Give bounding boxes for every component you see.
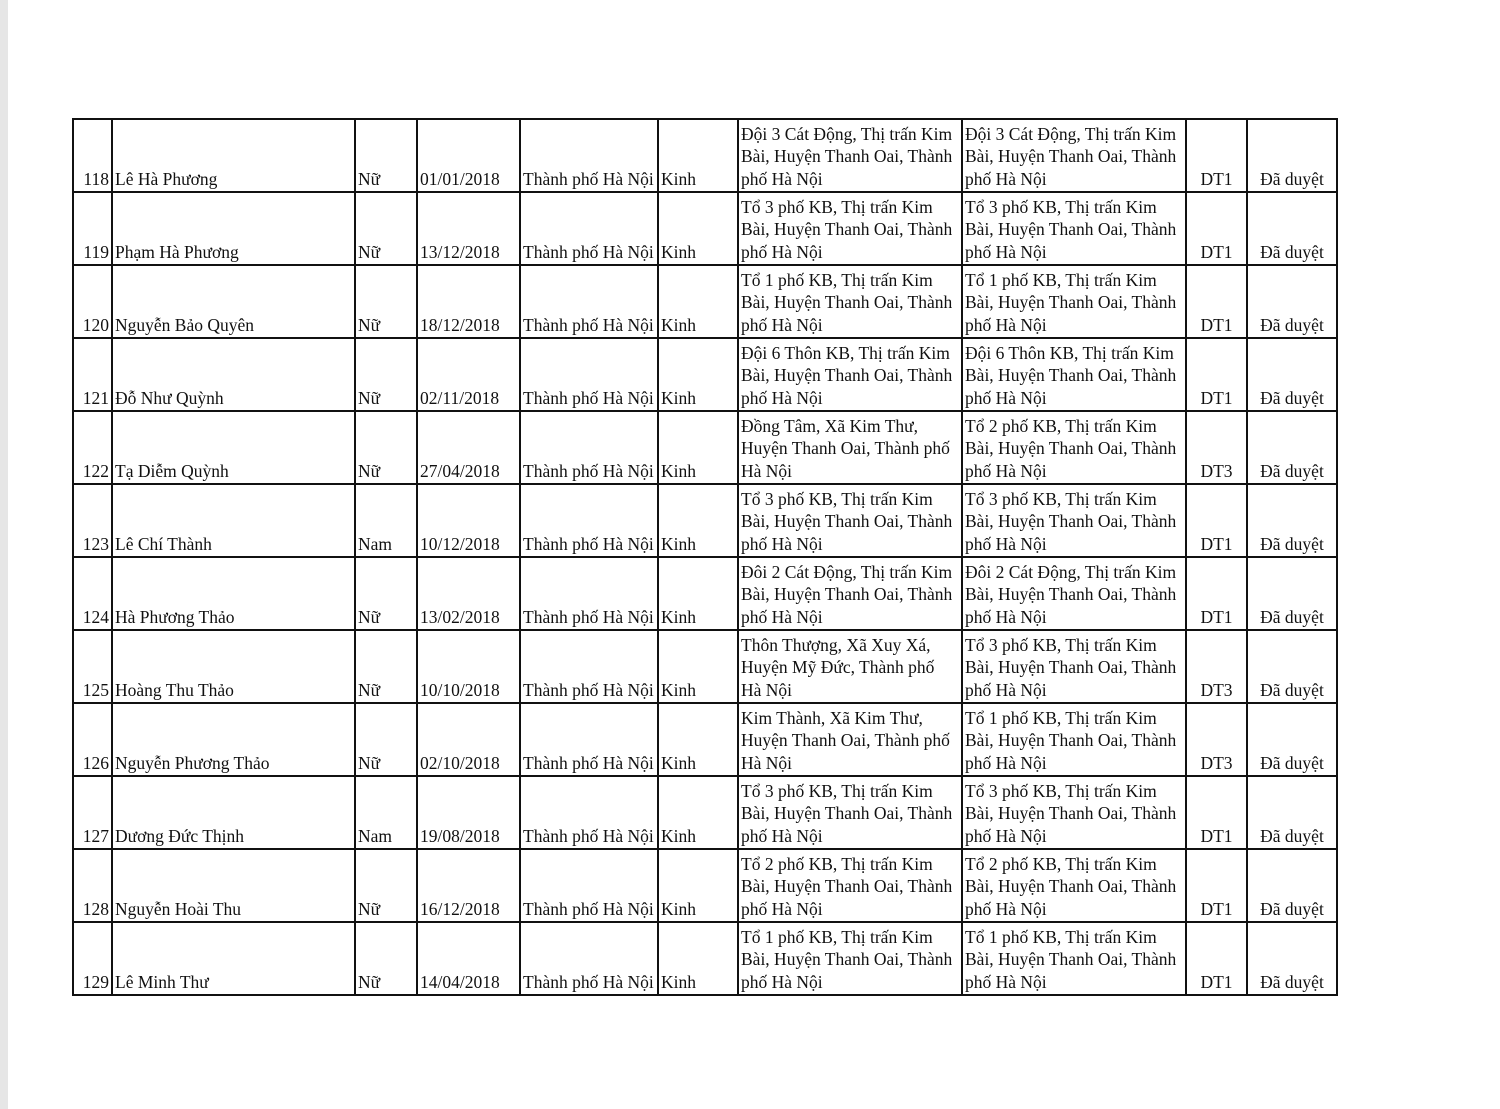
ethnicity-cell: Kinh: [658, 411, 738, 484]
birthplace-cell: Thành phố Hà Nội: [520, 630, 658, 703]
date-of-birth-cell: 01/01/2018: [417, 119, 520, 192]
birthplace-cell: Thành phố Hà Nội: [520, 557, 658, 630]
birthplace-cell: Thành phố Hà Nội: [520, 849, 658, 922]
birthplace-cell: Thành phố Hà Nội: [520, 338, 658, 411]
table-row: [73, 192, 1337, 265]
current-address-cell: Tổ 3 phố KB, Thị trấn Kim Bài, Huyện Thanh Oai, Thành phố Hà Nội: [962, 484, 1186, 557]
birthplace-cell: Thành phố Hà Nội: [520, 192, 658, 265]
gender-cell: Nữ: [355, 703, 417, 776]
ethnicity-cell: Kinh: [658, 119, 738, 192]
ethnicity-cell: Kinh: [658, 265, 738, 338]
gender-cell: Nữ: [355, 849, 417, 922]
row-number-cell: 123: [73, 484, 112, 557]
gender-cell: Nữ: [355, 119, 417, 192]
table-row: [73, 922, 1337, 995]
date-of-birth-cell: 14/04/2018: [417, 922, 520, 995]
object-code-cell: DT1: [1186, 265, 1247, 338]
approval-status-cell: Đã duyệt: [1247, 849, 1337, 922]
row-number-cell: 124: [73, 557, 112, 630]
permanent-address-cell: Tổ 3 phố KB, Thị trấn Kim Bài, Huyện Thanh Oai, Thành phố Hà Nội: [738, 484, 962, 557]
current-address-cell: Tổ 3 phố KB, Thị trấn Kim Bài, Huyện Thanh Oai, Thành phố Hà Nội: [962, 192, 1186, 265]
object-code-cell: DT1: [1186, 192, 1247, 265]
date-of-birth-cell: 13/12/2018: [417, 192, 520, 265]
object-code-cell: DT3: [1186, 630, 1247, 703]
approval-status-cell: Đã duyệt: [1247, 265, 1337, 338]
approval-status-cell: Đã duyệt: [1247, 119, 1337, 192]
object-code-cell: DT3: [1186, 703, 1247, 776]
child-name-cell: Nguyễn Phương Thảo: [112, 703, 355, 776]
row-number-cell: 122: [73, 411, 112, 484]
birthplace-cell: Thành phố Hà Nội: [520, 484, 658, 557]
permanent-address-cell: Đội 3 Cát Động, Thị trấn Kim Bài, Huyện Thanh Oai, Thành phố Hà Nội: [738, 119, 962, 192]
current-address-cell: Tổ 3 phố KB, Thị trấn Kim Bài, Huyện Thanh Oai, Thành phố Hà Nội: [962, 776, 1186, 849]
date-of-birth-cell: 10/12/2018: [417, 484, 520, 557]
birthplace-cell: Thành phố Hà Nội: [520, 411, 658, 484]
date-of-birth-cell: 02/11/2018: [417, 338, 520, 411]
birthplace-cell: Thành phố Hà Nội: [520, 265, 658, 338]
ethnicity-cell: Kinh: [658, 484, 738, 557]
child-name-cell: Nguyễn Bảo Quyên: [112, 265, 355, 338]
child-name-cell: Lê Minh Thư: [112, 922, 355, 995]
table-row: [73, 119, 1337, 192]
permanent-address-cell: Đội 6 Thôn KB, Thị trấn Kim Bài, Huyện Thanh Oai, Thành phố Hà Nội: [738, 338, 962, 411]
roster-body: [73, 119, 1337, 995]
gender-cell: Nữ: [355, 192, 417, 265]
object-code-cell: DT1: [1186, 484, 1247, 557]
object-code-cell: DT3: [1186, 411, 1247, 484]
gender-cell: Nữ: [355, 630, 417, 703]
child-name-cell: Đỗ Như Quỳnh: [112, 338, 355, 411]
date-of-birth-cell: 13/02/2018: [417, 557, 520, 630]
child-name-cell: Tạ Diễm Quỳnh: [112, 411, 355, 484]
date-of-birth-cell: 27/04/2018: [417, 411, 520, 484]
table-row: [73, 557, 1337, 630]
approval-status-cell: Đã duyệt: [1247, 557, 1337, 630]
permanent-address-cell: Đồng Tâm, Xã Kim Thư, Huyện Thanh Oai, Thành phố Hà Nội: [738, 411, 962, 484]
gender-cell: Nữ: [355, 922, 417, 995]
gender-cell: Nữ: [355, 338, 417, 411]
current-address-cell: Đôi 2 Cát Động, Thị trấn Kim Bài, Huyện Thanh Oai, Thành phố Hà Nội: [962, 557, 1186, 630]
child-name-cell: Lê Hà Phương: [112, 119, 355, 192]
ethnicity-cell: Kinh: [658, 849, 738, 922]
child-name-cell: Lê Chí Thành: [112, 484, 355, 557]
object-code-cell: DT1: [1186, 119, 1247, 192]
approval-status-cell: Đã duyệt: [1247, 703, 1337, 776]
ethnicity-cell: Kinh: [658, 192, 738, 265]
permanent-address-cell: Đôi 2 Cát Động, Thị trấn Kim Bài, Huyện Thanh Oai, Thành phố Hà Nội: [738, 557, 962, 630]
child-name-cell: Dương Đức Thịnh: [112, 776, 355, 849]
approval-status-cell: Đã duyệt: [1247, 484, 1337, 557]
child-name-cell: Hà Phương Thảo: [112, 557, 355, 630]
gender-cell: Nam: [355, 776, 417, 849]
current-address-cell: Đội 6 Thôn KB, Thị trấn Kim Bài, Huyện Thanh Oai, Thành phố Hà Nội: [962, 338, 1186, 411]
row-number-cell: 128: [73, 849, 112, 922]
permanent-address-cell: Thôn Thượng, Xã Xuy Xá, Huyện Mỹ Đức, Thành phố Hà Nội: [738, 630, 962, 703]
ethnicity-cell: Kinh: [658, 776, 738, 849]
birthplace-cell: Thành phố Hà Nội: [520, 703, 658, 776]
gender-cell: Nữ: [355, 411, 417, 484]
date-of-birth-cell: 10/10/2018: [417, 630, 520, 703]
document-page: [8, 0, 1500, 1109]
approval-status-cell: Đã duyệt: [1247, 630, 1337, 703]
child-name-cell: Hoàng Thu Thảo: [112, 630, 355, 703]
student-roster-table: [72, 118, 1338, 996]
approval-status-cell: Đã duyệt: [1247, 922, 1337, 995]
table-row: [73, 630, 1337, 703]
approval-status-cell: Đã duyệt: [1247, 776, 1337, 849]
object-code-cell: DT1: [1186, 849, 1247, 922]
row-number-cell: 125: [73, 630, 112, 703]
gender-cell: Nữ: [355, 265, 417, 338]
gender-cell: Nam: [355, 484, 417, 557]
permanent-address-cell: Tổ 3 phố KB, Thị trấn Kim Bài, Huyện Thanh Oai, Thành phố Hà Nội: [738, 192, 962, 265]
object-code-cell: DT1: [1186, 922, 1247, 995]
birthplace-cell: Thành phố Hà Nội: [520, 922, 658, 995]
table-row: [73, 776, 1337, 849]
ethnicity-cell: Kinh: [658, 557, 738, 630]
current-address-cell: Tổ 2 phố KB, Thị trấn Kim Bài, Huyện Thanh Oai, Thành phố Hà Nội: [962, 849, 1186, 922]
object-code-cell: DT1: [1186, 557, 1247, 630]
row-number-cell: 126: [73, 703, 112, 776]
date-of-birth-cell: 16/12/2018: [417, 849, 520, 922]
row-number-cell: 120: [73, 265, 112, 338]
child-name-cell: Phạm Hà Phương: [112, 192, 355, 265]
table-row: [73, 484, 1337, 557]
permanent-address-cell: Kim Thành, Xã Kim Thư, Huyện Thanh Oai, Thành phố Hà Nội: [738, 703, 962, 776]
approval-status-cell: Đã duyệt: [1247, 192, 1337, 265]
birthplace-cell: Thành phố Hà Nội: [520, 119, 658, 192]
ethnicity-cell: Kinh: [658, 338, 738, 411]
ethnicity-cell: Kinh: [658, 922, 738, 995]
row-number-cell: 129: [73, 922, 112, 995]
child-name-cell: Nguyễn Hoài Thu: [112, 849, 355, 922]
ethnicity-cell: Kinh: [658, 630, 738, 703]
date-of-birth-cell: 19/08/2018: [417, 776, 520, 849]
approval-status-cell: Đã duyệt: [1247, 411, 1337, 484]
date-of-birth-cell: 18/12/2018: [417, 265, 520, 338]
permanent-address-cell: Tổ 3 phố KB, Thị trấn Kim Bài, Huyện Thanh Oai, Thành phố Hà Nội: [738, 776, 962, 849]
row-number-cell: 127: [73, 776, 112, 849]
ethnicity-cell: Kinh: [658, 703, 738, 776]
current-address-cell: Tổ 1 phố KB, Thị trấn Kim Bài, Huyện Thanh Oai, Thành phố Hà Nội: [962, 265, 1186, 338]
row-number-cell: 121: [73, 338, 112, 411]
gender-cell: Nữ: [355, 557, 417, 630]
object-code-cell: DT1: [1186, 338, 1247, 411]
table-row: [73, 411, 1337, 484]
viewer-left-edge: [0, 0, 8, 1109]
table-row: [73, 849, 1337, 922]
current-address-cell: Tổ 1 phố KB, Thị trấn Kim Bài, Huyện Thanh Oai, Thành phố Hà Nội: [962, 703, 1186, 776]
current-address-cell: Đội 3 Cát Động, Thị trấn Kim Bài, Huyện Thanh Oai, Thành phố Hà Nội: [962, 119, 1186, 192]
current-address-cell: Tổ 1 phố KB, Thị trấn Kim Bài, Huyện Thanh Oai, Thành phố Hà Nội: [962, 922, 1186, 995]
row-number-cell: 119: [73, 192, 112, 265]
table-row: [73, 338, 1337, 411]
table-row: [73, 265, 1337, 338]
birthplace-cell: Thành phố Hà Nội: [520, 776, 658, 849]
current-address-cell: Tổ 2 phố KB, Thị trấn Kim Bài, Huyện Thanh Oai, Thành phố Hà Nội: [962, 411, 1186, 484]
permanent-address-cell: Tổ 1 phố KB, Thị trấn Kim Bài, Huyện Thanh Oai, Thành phố Hà Nội: [738, 265, 962, 338]
permanent-address-cell: Tổ 2 phố KB, Thị trấn Kim Bài, Huyện Thanh Oai, Thành phố Hà Nội: [738, 849, 962, 922]
row-number-cell: 118: [73, 119, 112, 192]
object-code-cell: DT1: [1186, 776, 1247, 849]
date-of-birth-cell: 02/10/2018: [417, 703, 520, 776]
permanent-address-cell: Tổ 1 phố KB, Thị trấn Kim Bài, Huyện Thanh Oai, Thành phố Hà Nội: [738, 922, 962, 995]
approval-status-cell: Đã duyệt: [1247, 338, 1337, 411]
table-row: [73, 703, 1337, 776]
current-address-cell: Tổ 3 phố KB, Thị trấn Kim Bài, Huyện Thanh Oai, Thành phố Hà Nội: [962, 630, 1186, 703]
